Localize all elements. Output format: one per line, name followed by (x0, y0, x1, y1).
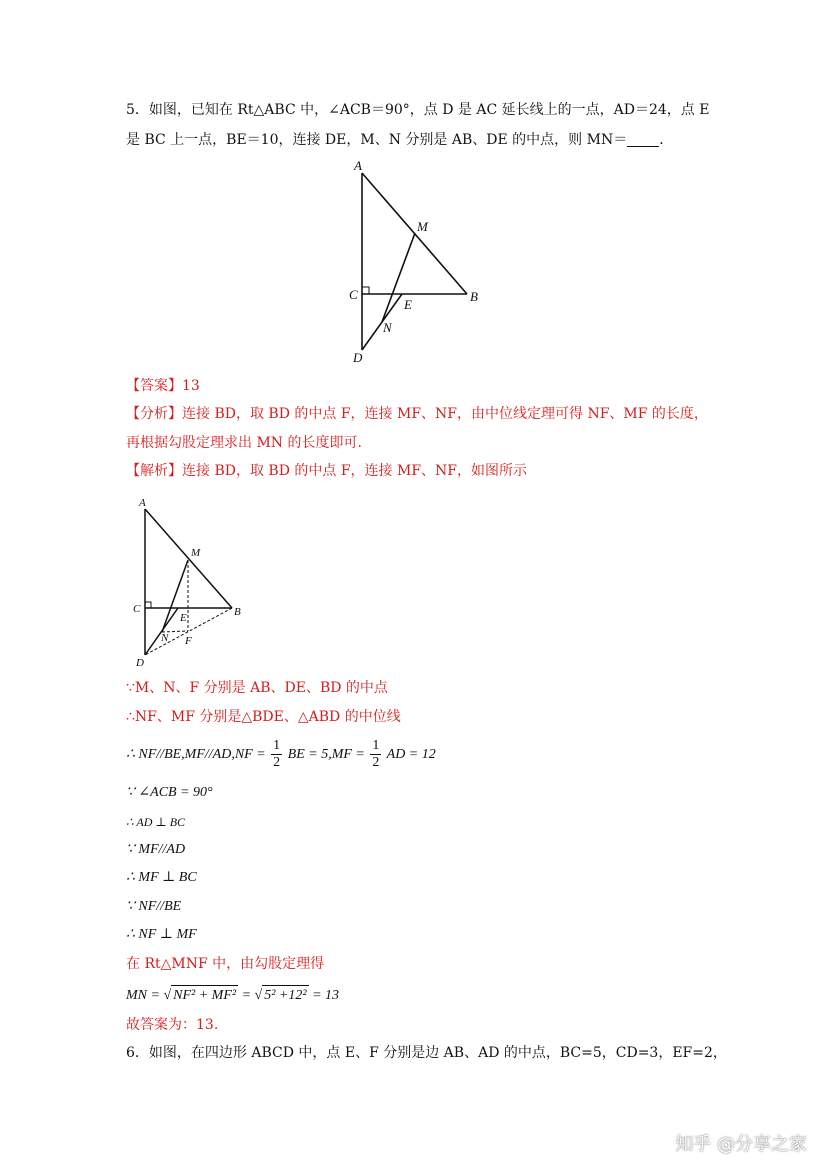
step-3-end: AD = 12 (386, 747, 436, 762)
fraction-num: 1 (372, 738, 380, 754)
label-B: B (234, 606, 241, 618)
sqrt-2: √ 5² +12² (255, 985, 309, 1006)
right-angle-mark (145, 602, 151, 608)
label-A: A (139, 497, 146, 509)
answer-line (126, 376, 200, 396)
step-1: ∵M、N、F 分别是 AB、DE、BD 的中点 (126, 680, 388, 696)
right-angle-mark (362, 287, 369, 294)
analysis-line-1 (126, 404, 708, 424)
figure-2-auxiliary-diagram (128, 495, 258, 675)
step-4: ∵ ∠ACB = 90° (126, 785, 213, 800)
step-6: ∵ MF//AD (126, 842, 186, 857)
step-7: ∴ MF ⊥ BC (126, 870, 197, 885)
label-A: A (354, 158, 362, 173)
step-11-prefix: MN = (126, 988, 164, 1003)
label-C: C (349, 287, 358, 302)
figure-1-triangle-diagram (340, 155, 500, 370)
label-D: D (353, 350, 363, 365)
label-N: N (383, 320, 392, 335)
solution-line (126, 461, 527, 481)
zhihu-watermark: 知乎 @分享之家 (675, 1134, 807, 1155)
q5-line-2-text: 是 BC 上一点，BE＝10，连接 DE，M、N 分别是 AB、DE 的中点，则 MN＝ (126, 132, 628, 148)
label-E: E (180, 612, 187, 624)
label-D: D (136, 657, 144, 669)
q6-line-1: 6．如图，在四边形 ABCD 中，点 E、F 分别是边 AB、AD 的中点，BC=5，CD=3，EF=2， (126, 1045, 727, 1061)
label-M: M (417, 219, 428, 234)
fraction-den: 2 (273, 755, 281, 771)
segment-AB (145, 509, 232, 608)
fraction-half-2 (370, 738, 381, 771)
label-C: C (133, 603, 141, 615)
q5-line-2 (126, 130, 673, 150)
step-11-end: = 13 (308, 988, 340, 1003)
step-2: ∴NF、MF 分别是△BDE、△ABD 的中位线 (126, 709, 401, 725)
radicand-1: NF² + MF² (171, 985, 238, 1006)
step-11 (126, 985, 339, 1006)
label-F: F (185, 635, 192, 647)
answer-tag: 【答案】 (126, 378, 182, 394)
step-12: 故答案为：13. (126, 1017, 219, 1033)
analysis-text-1: 连接 BD，取 BD 的中点 F，连接 MF、NF，由中位线定理可得 NF、MF 的长度， (182, 406, 708, 422)
fraction-den: 2 (372, 755, 380, 771)
answer-blank (627, 132, 659, 147)
fraction-half-1 (271, 738, 282, 771)
answer-value: 13 (182, 378, 200, 394)
label-B: B (470, 289, 478, 304)
label-M: M (191, 547, 201, 559)
fraction-num: 1 (273, 738, 281, 754)
step-5: ∴ AD ⊥ BC (126, 815, 186, 829)
step-9: ∴ NF ⊥ MF (126, 927, 197, 942)
step-11-eq: = (238, 988, 255, 1003)
analysis-tag: 【分析】 (126, 406, 182, 422)
q5-line-2-end: ． (659, 132, 674, 148)
label-E: E (404, 297, 412, 312)
radicand-2: 5² +12² (262, 985, 308, 1006)
step-3 (126, 738, 436, 772)
step-8: ∵ NF//BE (126, 899, 182, 914)
step-3-prefix: ∴ NF//BE,MF//AD,NF = (126, 747, 266, 762)
label-N: N (161, 632, 169, 644)
analysis-line-2: 再根据勾股定理求出 MN 的长度即可. (126, 435, 362, 451)
solution-tag: 【解析】 (126, 463, 182, 479)
solution-text: 连接 BD，取 BD 的中点 F，连接 MF、NF，如图所示 (182, 463, 528, 479)
q5-line-1: 5．如图，已知在 Rt△ABC 中，∠ACB＝90°，点 D 是 AC 延长线上的一点，AD＝24，点 E (126, 102, 710, 118)
step-10: 在 Rt△MNF 中，由勾股定理得 (126, 956, 325, 972)
step-3-mid: BE = 5,MF = (287, 747, 365, 762)
sqrt-1: √ NF² + MF² (163, 985, 238, 1006)
